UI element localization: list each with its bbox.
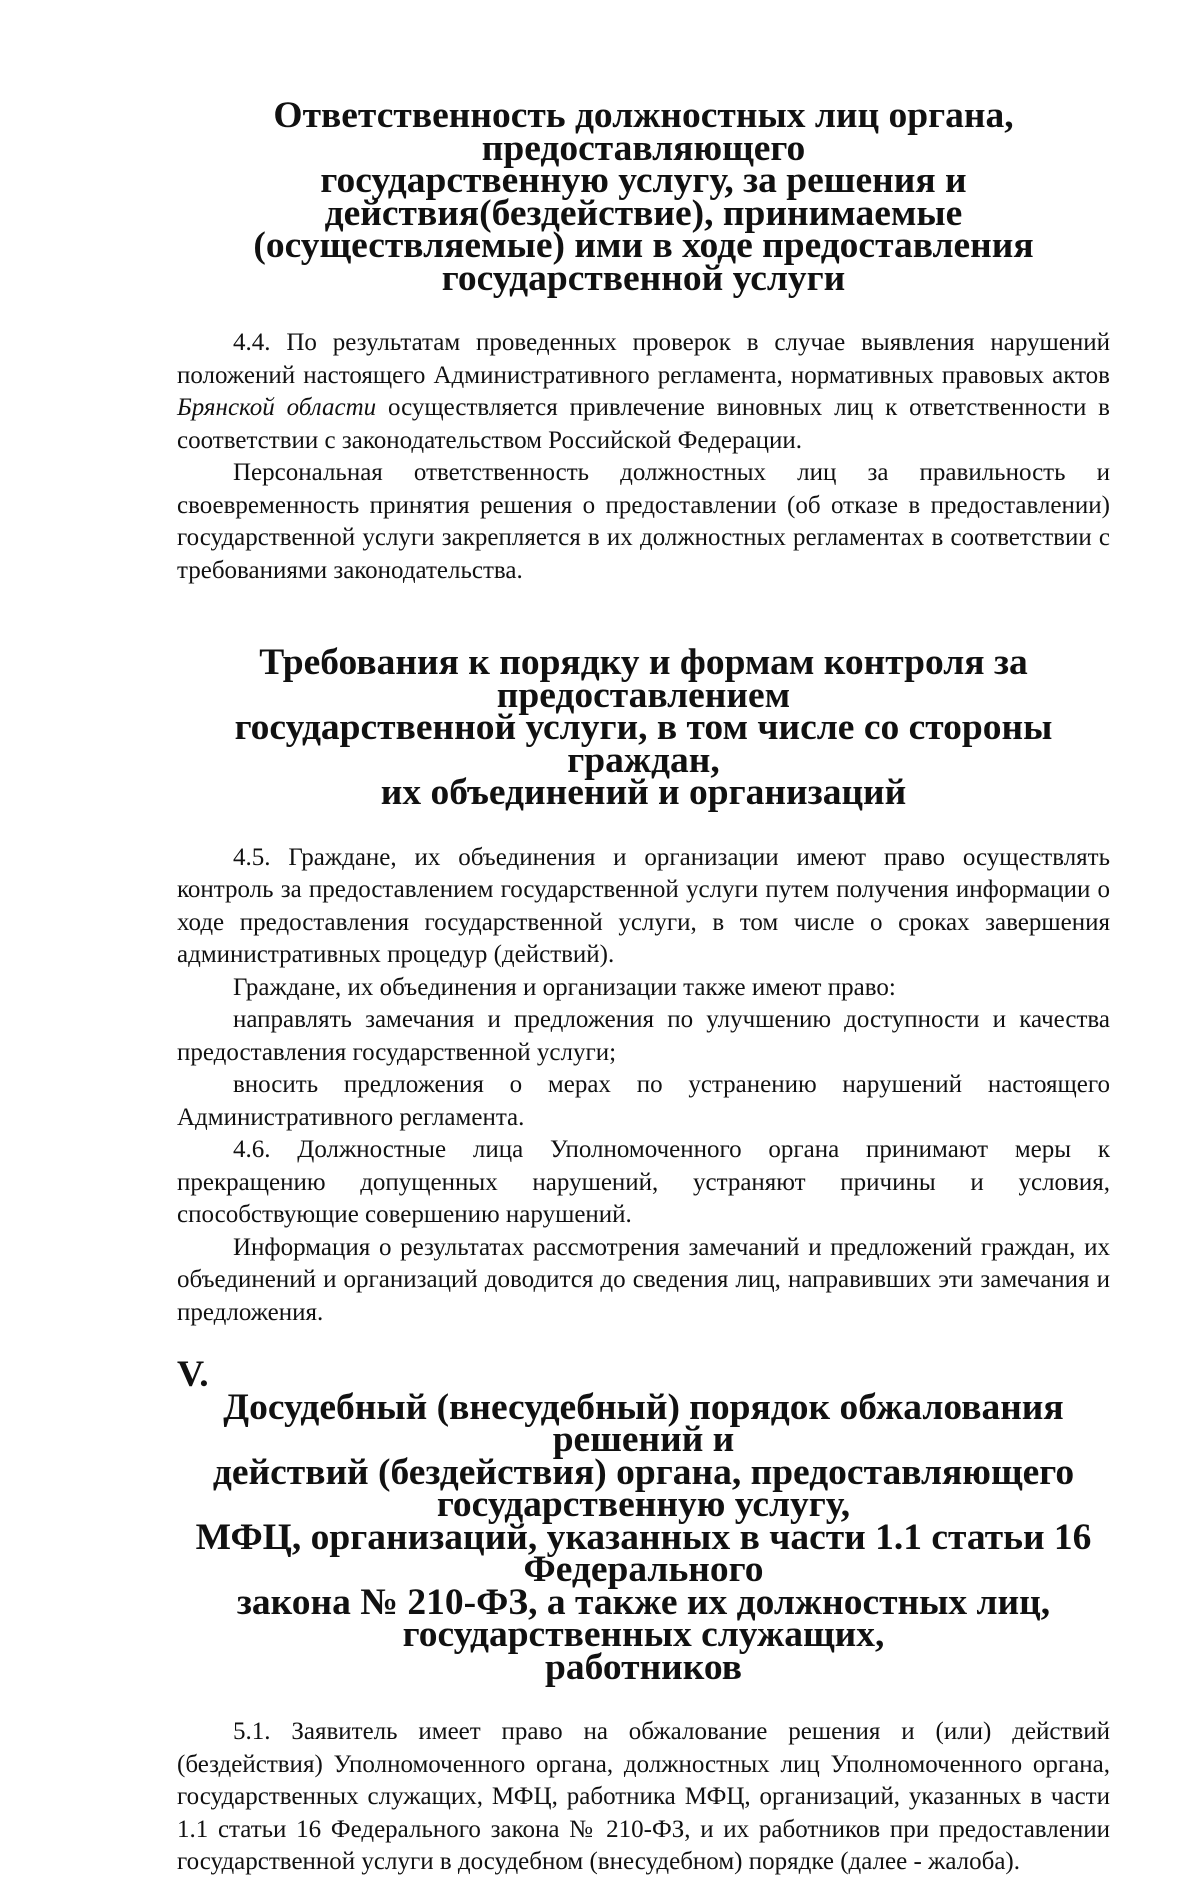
paragraph-text: осуществляется привлечение виновных лиц к ответственности в соответствии с законодательством Российской Федерации. — [177, 394, 1110, 454]
heading-line-text: Досудебный (внесудебный) порядок обжалования решений и — [223, 1386, 1064, 1460]
paragraph-send-remarks: направлять замечания и предложения по улучшению доступности и качества предоставления государственной услуги; — [177, 1006, 1110, 1066]
heading-line: Требования к порядку и формам контроля за предоставлением — [259, 642, 1028, 716]
paragraph-personal-responsibility: Персональная ответственность должностных лиц за правильность и своевременность принятия решения о предоставлении (об отказе в предоставлении) государственной услуги закрепляется в их должностных регламентах в соответствии с требованиями законодательства. — [177, 459, 1110, 584]
heading-line: работников — [545, 1646, 742, 1688]
spacer — [177, 587, 1110, 647]
section-heading-appeal — [177, 1354, 1110, 1688]
paragraph-italic-text: Брянской области — [177, 394, 377, 421]
heading-line: МФЦ, организаций, указанных в части 1.1 статьи 16 Федерального — [195, 1516, 1092, 1590]
spacer — [177, 1684, 1110, 1716]
paragraph-results-info: Информация о результатах рассмотрения замечаний и предложений граждан, их объединений и организаций доводится до сведения лиц, направивших эти замечания и предложения. — [177, 1233, 1110, 1326]
paragraph-5-1: 5.1. Заявитель имеет право на обжалование решения и (или) действий (бездействия) Уполномоченного органа, должностных лиц Уполномоченного органа, государственных служащих, МФЦ, работника МФЦ, организаций, указанных в части 1.1 статьи 16 Федерального закона № 210-ФЗ, и их работников при предоставлении государственной услуги в досудебном (внесудебном) порядке (далее - жалоба). — [177, 1718, 1110, 1875]
heading-line: Ответственность должностных лиц органа, предоставляющего — [273, 95, 1014, 169]
paragraph-citizens-rights: Граждане, их объединения и организации также имеют право: — [233, 973, 896, 1001]
heading-line: (осуществляемые) ими в ходе предоставления государственной услуги — [253, 225, 1034, 299]
paragraph-4-5: 4.5. Граждане, их объединения и организации имеют право осуществлять контроль за предоставлением государственной услуги путем получения информации о ходе предоставления государственной услуги, в том числе о сроках завершения административных процедур (действий). — [177, 843, 1110, 968]
spacer — [177, 1329, 1110, 1359]
heading-line: их объединений и организаций — [380, 772, 907, 813]
heading-line: действий (бездействия) органа, предоставляющего государственную услугу, — [212, 1451, 1075, 1525]
heading-line: закона № 210-ФЗ, а также их должностных лиц, государственных служащих, — [236, 1581, 1051, 1655]
section-heading-responsibility — [177, 95, 1110, 299]
heading-line: государственную услугу, за решения и действия(бездействие), принимаемые — [320, 160, 967, 234]
heading-line: государственной услуги, в том числе со стороны граждан, — [234, 707, 1053, 781]
paragraph-text: 4.4. По результатам проведенных проверок в случае выявления нарушений положений настоящего Административного регламента, нормативных правовых актов — [177, 329, 1110, 389]
spacer — [177, 810, 1110, 842]
spacer — [177, 295, 1110, 327]
heading-line — [177, 1354, 1110, 1460]
paragraph-4-6: 4.6. Должностные лица Уполномоченного органа принимают меры к прекращению допущенных нарушений, устраняют причины и условия, способствующие совершению нарушений. — [177, 1136, 1110, 1228]
section-number: V. — [177, 1354, 209, 1395]
section-heading-control — [177, 642, 1110, 813]
paragraph-4-4 — [177, 327, 1110, 457]
paragraph-submit-proposals: вносить предложения о мерах по устранению нарушений настоящего Административного регламента. — [177, 1071, 1110, 1131]
